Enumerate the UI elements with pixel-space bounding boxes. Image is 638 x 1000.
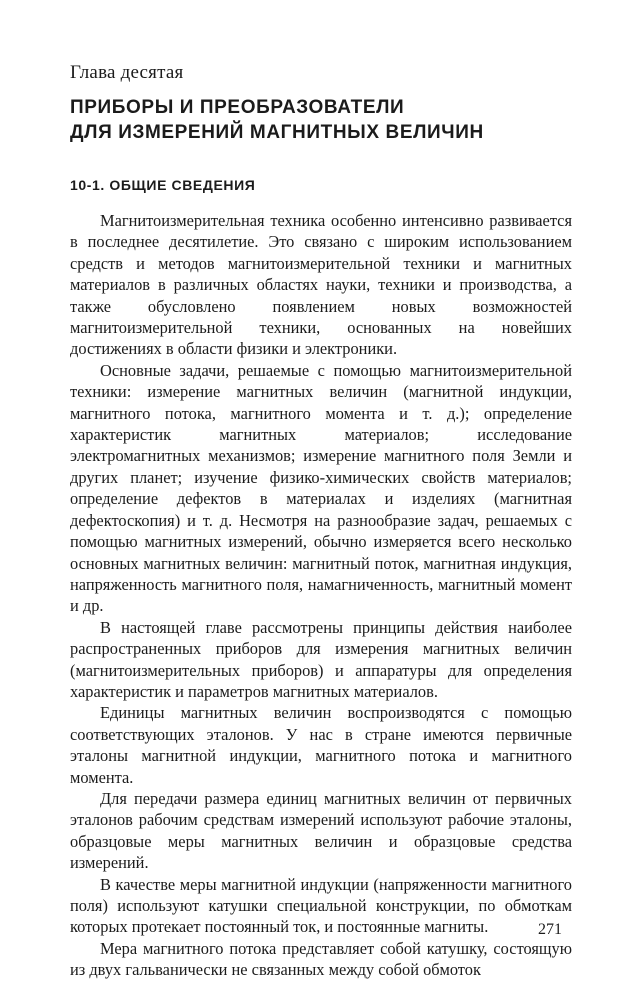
paragraph: В настоящей главе рассмотрены принципы действия наиболее распространенных приборов для измерения магнитных величин (магнитоизмерительных приборов) и аппаратуры для определения характеристик и параметров магнитных материалов. <box>70 617 572 701</box>
paragraph: Основные задачи, решаемые с помощью магнитоизмерительной техники: измерение магнитных величин (магнитной индукции, магнитного потока, магнитного момента и т. д.); определение характеристик магнитных материалов; исследование электромагнитных механизмов; измерение магнитного поля Земли и других планет; изучение физико-химических свойств материалов; определение дефектов в материалах и изделиях (магнитная дефектоскопия) и т. д. Несмотря на разнообразие задач, решаемых с помощью магнитных измерений, обычно измеряется всего несколько основных магнитных величин: магнитный поток, магнитная индукция, напряженность магнитного поля, намагниченность, магнитный момент и др. <box>70 360 572 616</box>
paragraph: Единицы магнитных величин воспроизводятся с помощью соответствующих эталонов. У нас в стране имеются первичные эталоны магнитной индукции, магнитного потока и магнитного момента. <box>70 703 572 787</box>
chapter-title-line: ПРИБОРЫ И ПРЕОБРАЗОВАТЕЛИ <box>70 97 405 118</box>
paragraph: Для передачи размера единиц магнитных величин от первичных эталонов рабочим средствам измерений используют рабочие эталоны, образцовые меры магнитных величин и образцовые средства измерений. <box>70 788 572 873</box>
section-title: 10-1. ОБЩИЕ СВЕДЕНИЯ <box>70 177 256 193</box>
paragraph: Мера магнитного потока представляет собой катушку, состоящую из двух гальванически не связанных между собой обмоток <box>70 938 572 980</box>
body-text <box>70 210 572 981</box>
paragraph: Магнитоизмерительная техника особенно интенсивно развивается в последнее десятилетие. Это связано с широким использованием средств и методов магнитоизмерительной техники и магнитных материалов в различных областях науки, техники и производства, а также обусловлено появлением новых возможностей магнитоизмерительной техники, основанных на новейших достижениях в области физики и электроники. <box>70 211 572 359</box>
chapter-title-line: ДЛЯ ИЗМЕРЕНИЙ МАГНИТНЫХ ВЕЛИЧИН <box>70 122 484 143</box>
page-number: 271 <box>538 921 562 938</box>
paragraph: В качестве меры магнитной индукции (напряженности магнитного поля) используют катушки специальной конструкции, по обмоткам которых протекает постоянный ток, и постоянные магниты. <box>70 874 572 937</box>
chapter-title <box>70 95 590 145</box>
chapter-label: Глава десятая <box>70 62 184 83</box>
